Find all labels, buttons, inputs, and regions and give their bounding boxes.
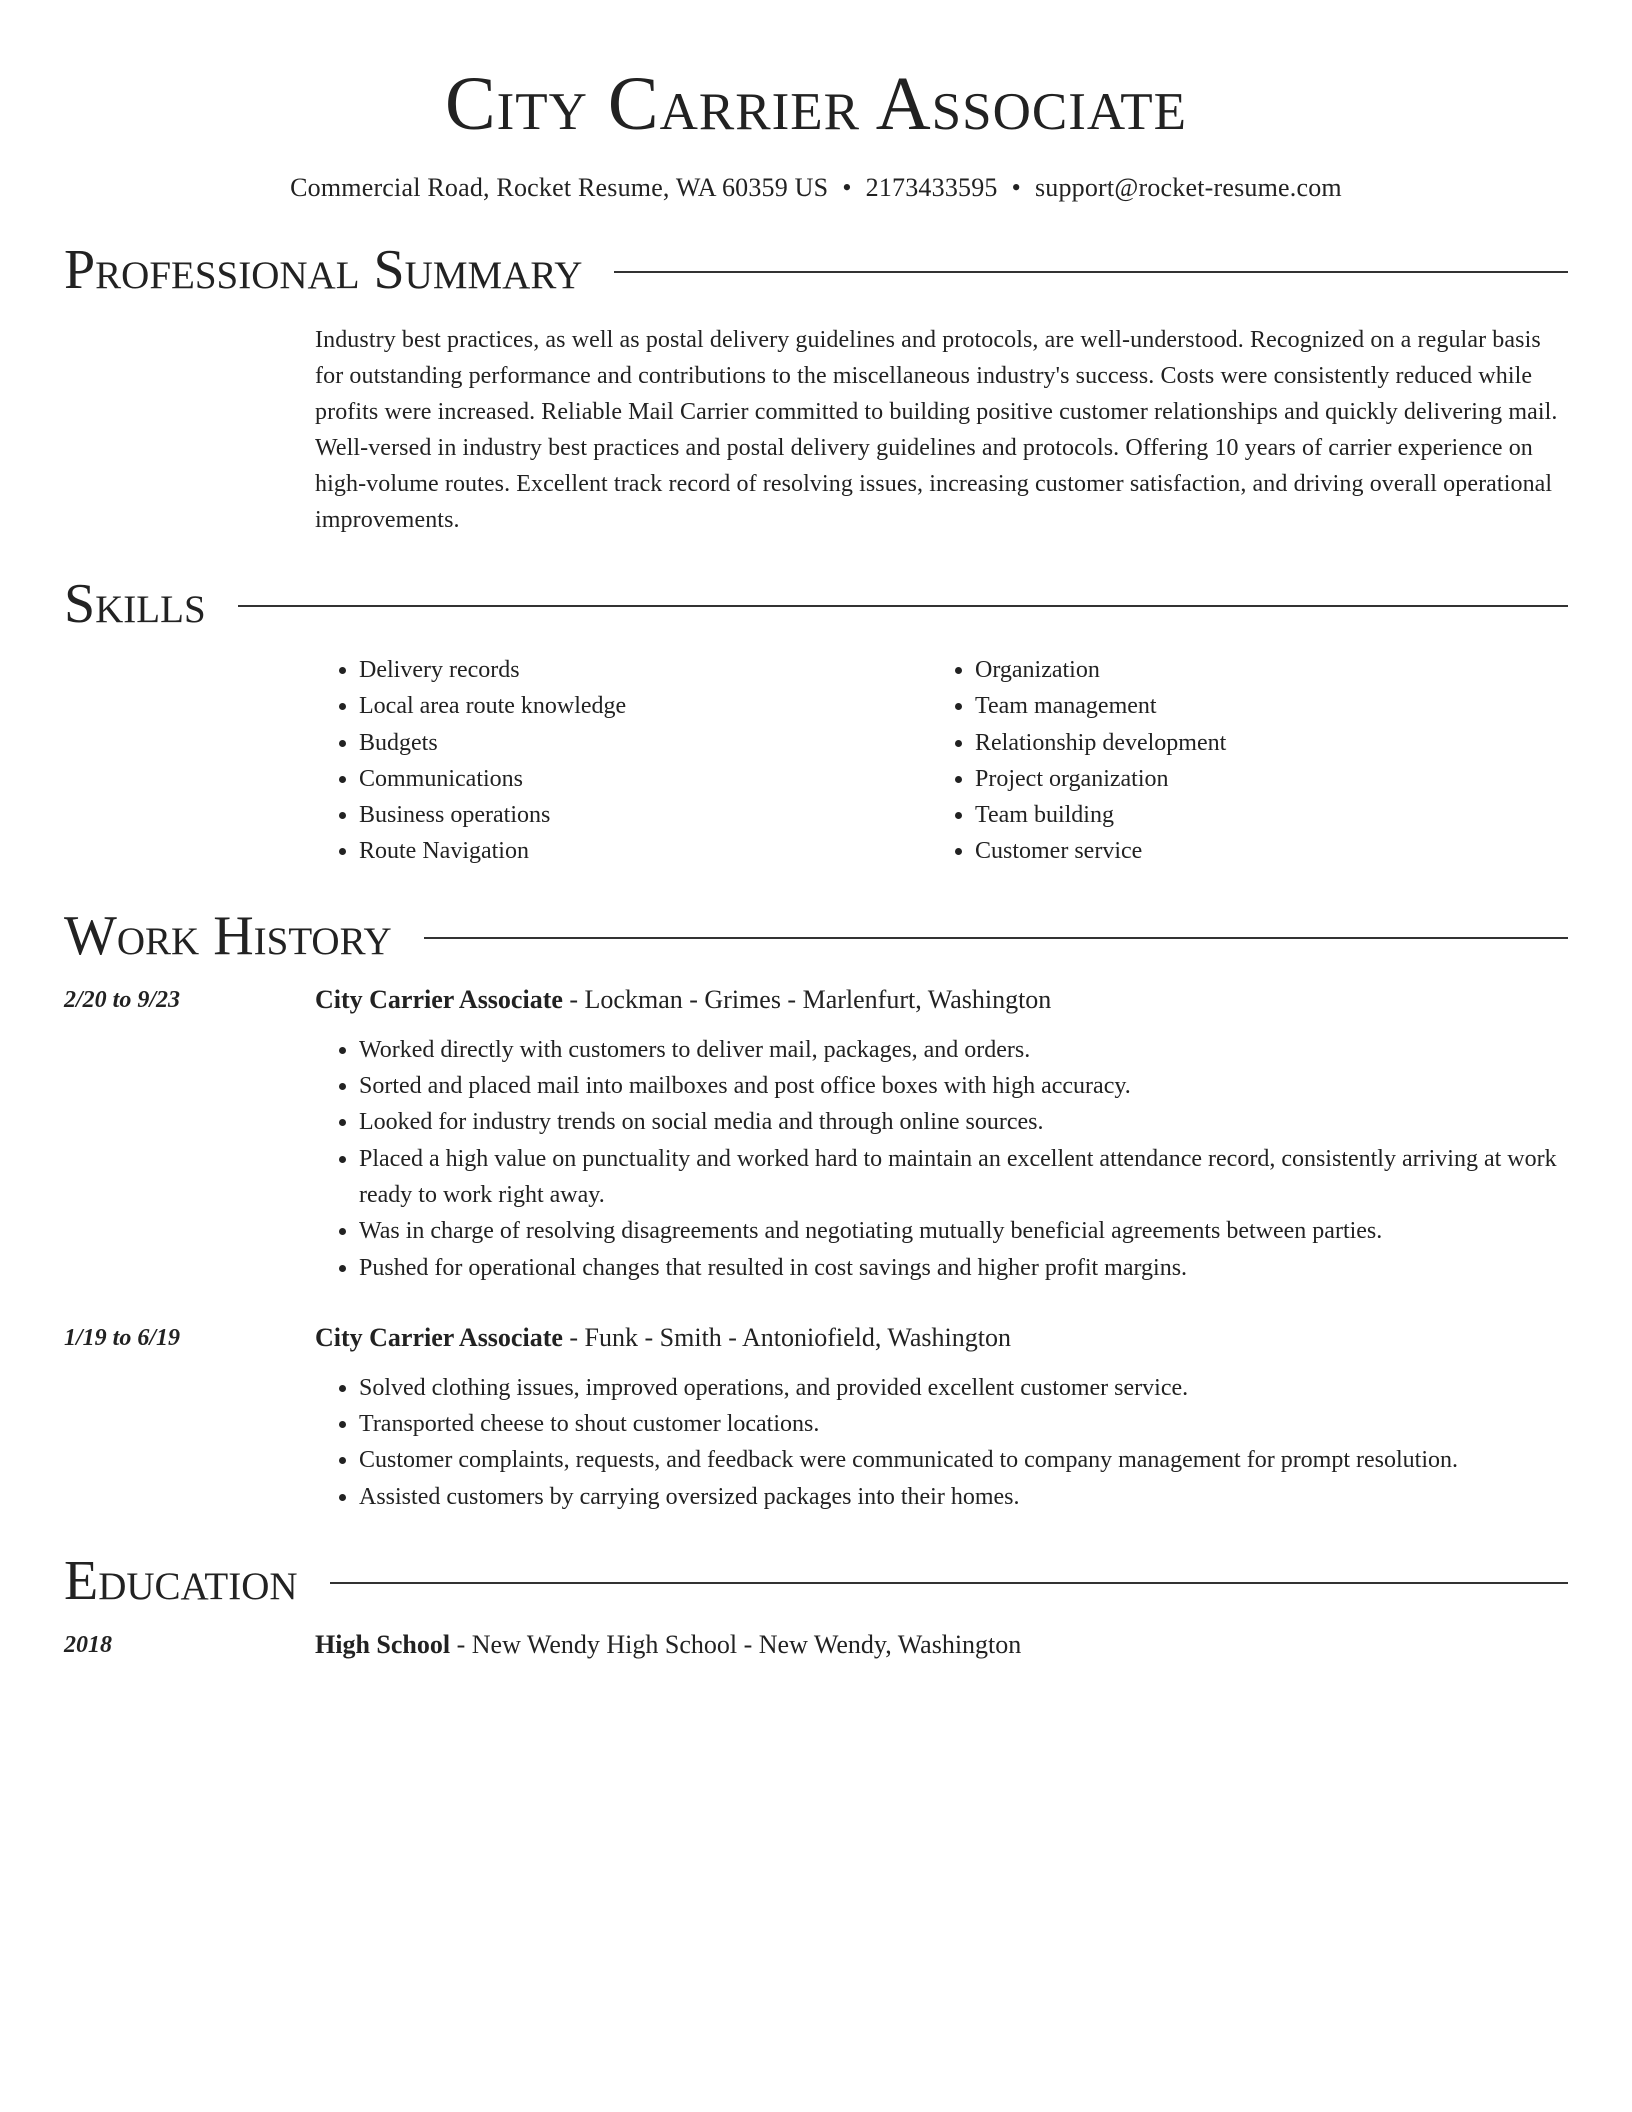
- section-divider: [238, 605, 1568, 607]
- skills-column-right: [931, 652, 1547, 870]
- job-bullet: • Worked directly with customers to deliver mail, packages, and orders.: [359, 1032, 1568, 1068]
- job-bullet: • Customer complaints, requests, and feedback were communicated to company management for prompt resolution.: [359, 1442, 1568, 1478]
- skill-item: • Local area route knowledge: [359, 688, 931, 724]
- section-divider: [330, 1582, 1568, 1584]
- job-bullet: • Looked for industry trends on social media and through online sources.: [359, 1104, 1568, 1140]
- education-line: [315, 1627, 1568, 1663]
- skill-item: • Team building: [975, 797, 1547, 833]
- job-dates: 2/20 to 9/23: [64, 986, 181, 1013]
- job-bullet: • Transported cheese to shout customer locations.: [359, 1406, 1568, 1442]
- job-bullet: • Was in charge of resolving disagreements and negotiating mutually beneficial agreements between parties.: [359, 1213, 1568, 1249]
- summary-text: Industry best practices, as well as postal delivery guidelines and protocols, are well-understood. Recognized on a regular basis for outstanding performance and contributions to the miscellaneous industry's success. Costs were consistently reduced while profits were increased. Reliable Mail Carrier committed to building positive customer relationships and quickly delivering mail. Well-versed in industry best practices and postal delivery guidelines and protocols. Offering 10 years of carrier experience on high-volume routes. Excellent track record of resolving issues, increasing customer satisfaction, and driving overall operational improvements.: [315, 327, 1558, 533]
- skills-section-header: [64, 572, 1568, 636]
- summary-heading: Professional Summary: [64, 239, 583, 301]
- skill-item: • Business operations: [359, 797, 931, 833]
- job-title: City Carrier Associate: [315, 984, 563, 1014]
- contact-phone: 2173433595: [865, 173, 998, 202]
- contact-address: Commercial Road, Rocket Resume, WA 60359 US: [290, 173, 829, 202]
- job-entry: [64, 1320, 1568, 1515]
- skill-item: • Organization: [975, 652, 1547, 688]
- skills-column-left: [315, 652, 931, 870]
- job-bullet: • Assisted customers by carrying oversized packages into their homes.: [359, 1479, 1568, 1515]
- education-degree: High School: [315, 1630, 451, 1660]
- skill-item: • Relationship development: [975, 725, 1547, 761]
- skill-item: • Project organization: [975, 761, 1547, 797]
- summary-section-header: [64, 238, 1568, 302]
- job-entry: [64, 982, 1568, 1286]
- work-heading: Work History: [64, 904, 392, 967]
- resume-page: [64, 0, 1568, 1663]
- job-bullet: • Placed a high value on punctuality and worked hard to maintain an excellent attendance record, consistently arriving at work ready to work right away.: [359, 1141, 1568, 1214]
- job-bullet: • Solved clothing issues, improved operations, and provided excellent customer service.: [359, 1370, 1568, 1406]
- section-divider: [424, 937, 1568, 939]
- resume-name: City Carrier Associate: [444, 62, 1188, 146]
- contact-separator: •: [842, 173, 852, 202]
- skill-item: • Team management: [975, 688, 1547, 724]
- skill-item: • Route Navigation: [359, 833, 931, 869]
- job-bullet: • Pushed for operational changes that resulted in cost savings and higher profit margins.: [359, 1250, 1568, 1286]
- job-bullets: [315, 1032, 1568, 1286]
- contact-email: support@rocket-resume.com: [1034, 173, 1342, 202]
- education-year: 2018: [64, 1632, 112, 1659]
- job-title: City Carrier Associate: [315, 1322, 563, 1352]
- job-employer: - Funk - Smith - Antoniofield, Washington: [562, 1322, 1011, 1352]
- job-title-line: [315, 982, 1568, 1018]
- job-employer: - Lockman - Grimes - Marlenfurt, Washington: [562, 984, 1052, 1014]
- contact-separator: •: [1011, 173, 1021, 202]
- education-section-header: [64, 1549, 1568, 1613]
- work-section-header: [64, 904, 1568, 968]
- skills-list: [315, 652, 1568, 870]
- skill-item: • Customer service: [975, 833, 1547, 869]
- skills-heading: Skills: [64, 573, 206, 635]
- skill-item: • Communications: [359, 761, 931, 797]
- skill-item: • Delivery records: [359, 652, 931, 688]
- skill-item: • Budgets: [359, 725, 931, 761]
- contact-line: [64, 172, 1568, 204]
- job-bullets: [315, 1370, 1568, 1515]
- job-bullet: • Sorted and placed mail into mailboxes and post office boxes with high accuracy.: [359, 1068, 1568, 1104]
- job-dates: 1/19 to 6/19: [64, 1324, 181, 1351]
- education-school: - New Wendy High School - New Wendy, Washington: [450, 1630, 1022, 1660]
- section-divider: [614, 271, 1568, 273]
- job-title-line: [315, 1320, 1568, 1356]
- education-entry: [64, 1627, 1568, 1663]
- education-heading: Education: [64, 1550, 298, 1613]
